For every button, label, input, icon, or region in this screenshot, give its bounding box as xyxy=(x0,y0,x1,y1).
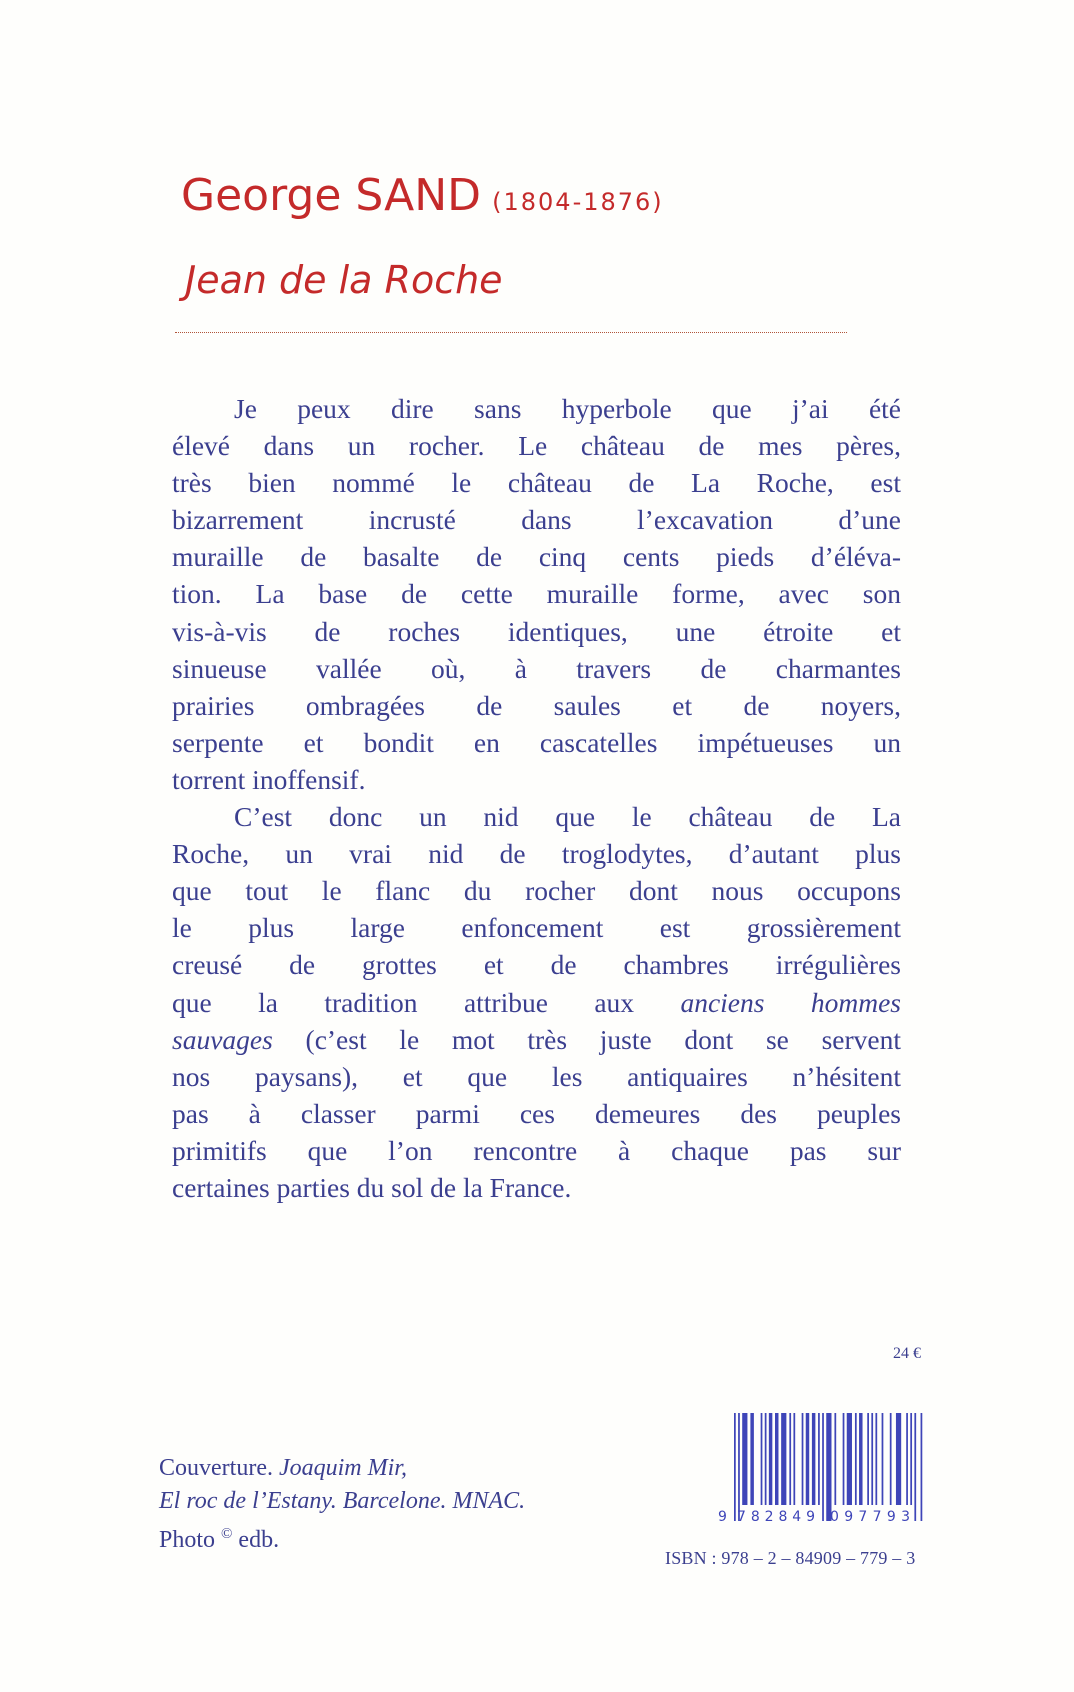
barcode-bar xyxy=(871,1413,873,1505)
excerpt-italic: sauvages xyxy=(172,1023,273,1055)
excerpt-line: très bien nommé le château de La Roche, est xyxy=(172,467,901,499)
excerpt-line: pas à classer parmi ces demeures des peuples xyxy=(172,1097,901,1129)
barcode-bar xyxy=(775,1413,778,1505)
credit-line xyxy=(159,1518,525,1557)
excerpt-line: nos paysans), et que les antiquaires n’hésitent xyxy=(172,1060,901,1092)
barcode-bar xyxy=(802,1413,804,1505)
barcode-bar xyxy=(867,1413,869,1505)
excerpt-line: muraille de basalte de cinq cents pieds d’éléva- xyxy=(172,541,901,573)
barcode-bar xyxy=(818,1413,820,1505)
excerpt-fragment: (c’est le mot très juste dont se servent xyxy=(305,1023,901,1055)
credit-line xyxy=(159,1452,525,1485)
barcode-bar xyxy=(896,1413,901,1505)
credit-photo: Photo xyxy=(159,1527,216,1553)
barcode xyxy=(718,1413,934,1523)
book-title: Jean de la Roche xyxy=(185,258,503,302)
author-name: George SAND xyxy=(181,170,482,221)
excerpt-line-mixed xyxy=(172,984,901,1021)
barcode-bar xyxy=(882,1413,884,1505)
excerpt-line: que tout le flanc du rocher dont nous occupons xyxy=(172,875,901,907)
barcode-bar xyxy=(859,1413,862,1505)
credit-work: El roc de l’Estany. Barcelone. MNAC. xyxy=(159,1488,526,1514)
barcode-bar xyxy=(769,1413,772,1505)
barcode-bar xyxy=(812,1413,815,1505)
author-dates: (1804-1876) xyxy=(492,188,664,216)
excerpt-line: sinueuse vallée où, à travers de charmantes xyxy=(172,652,901,684)
barcode-digits-right: 097793 xyxy=(830,1509,910,1523)
barcode-bar xyxy=(906,1413,908,1505)
barcode-digits-left: 782849 xyxy=(737,1509,815,1523)
excerpt-line: bizarrement incrusté dans l’excavation d’une xyxy=(172,504,901,536)
author-heading xyxy=(181,170,664,221)
barcode-digit-lead: 9 xyxy=(718,1509,727,1523)
price-label: 24 € xyxy=(893,1345,921,1362)
barcode-bar xyxy=(855,1413,857,1505)
excerpt-italic: anciens hommes xyxy=(680,986,901,1018)
barcode-bar xyxy=(921,1413,923,1521)
barcode-bar xyxy=(890,1413,892,1505)
barcode-bars xyxy=(734,1413,922,1521)
excerpt-line: serpente et bondit en cascatelles impétueuses un xyxy=(172,726,901,758)
excerpt-line: creusé de grottes et de chambres irrégulières xyxy=(172,949,901,981)
excerpt-line: prairies ombragées de saules et de noyers, xyxy=(172,689,901,721)
barcode-bar xyxy=(793,1413,795,1505)
barcode-bar xyxy=(742,1413,747,1505)
excerpt-line: élevé dans un rocher. Le château de mes pères, xyxy=(172,430,901,462)
barcode-bar xyxy=(843,1413,845,1505)
barcode-bar xyxy=(761,1413,763,1505)
barcode-bar xyxy=(847,1413,852,1505)
excerpt-line: tion. La base de cette muraille forme, avec son xyxy=(172,578,901,610)
excerpt-line-mixed xyxy=(172,1021,901,1058)
cover-credit xyxy=(159,1452,525,1557)
isbn-label: ISBN : 978 – 2 – 84909 – 779 – 3 xyxy=(665,1548,916,1568)
barcode-bar xyxy=(765,1413,767,1505)
barcode-bar xyxy=(789,1413,791,1505)
barcode-bar xyxy=(734,1413,736,1521)
excerpt-fragment: que la tradition attribue aux xyxy=(172,986,635,1018)
credit-source: edb. xyxy=(238,1527,280,1553)
credit-line xyxy=(159,1485,525,1518)
barcode-bar xyxy=(781,1413,786,1505)
divider-rule xyxy=(175,332,847,333)
barcode-bar xyxy=(914,1413,916,1521)
barcode-bar xyxy=(738,1413,740,1521)
excerpt-line: Roche, un vrai nid de troglodytes, d’autant plus xyxy=(172,838,901,870)
barcode-bar xyxy=(806,1413,809,1505)
copyright-icon: © xyxy=(221,1526,233,1542)
barcode-bar xyxy=(834,1413,836,1505)
excerpt-line: C’est donc un nid que le château de La xyxy=(234,801,901,833)
barcode-bar xyxy=(875,1413,877,1505)
barcode-bar xyxy=(826,1413,831,1521)
excerpt-line: certaines parties du sol de la France. xyxy=(172,1171,572,1203)
credit-artist: Joaquim Mir, xyxy=(278,1455,407,1481)
credit-label: Couverture. xyxy=(159,1455,273,1481)
barcode-bar xyxy=(910,1413,912,1505)
excerpt-line: Je peux dire sans hyperbole que j’ai été xyxy=(234,393,901,424)
excerpt-line: vis-à-vis de roches identiques, une étroite et xyxy=(172,615,901,647)
excerpt-line: le plus large enfoncement est grossièrement xyxy=(172,912,901,944)
barcode-bar xyxy=(750,1413,753,1505)
barcode-bar xyxy=(822,1413,824,1521)
excerpt-line: torrent inoffensif. xyxy=(172,763,366,795)
excerpt-text xyxy=(172,390,901,1206)
excerpt-line: primitifs que l’on rencontre à chaque pas sur xyxy=(172,1134,901,1166)
